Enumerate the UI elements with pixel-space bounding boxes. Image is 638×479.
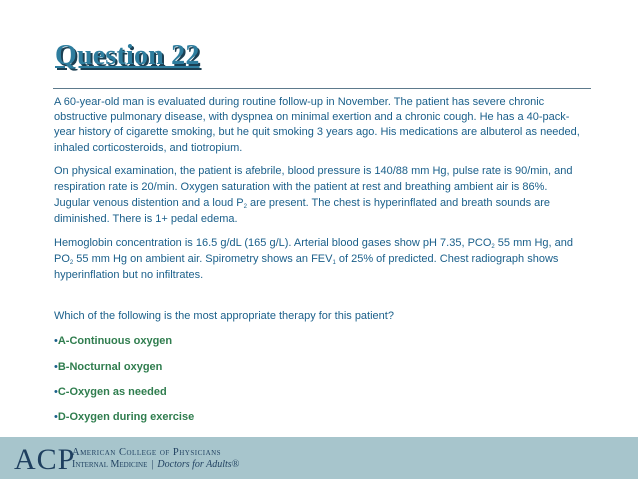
text-run: On physical examination, the patient is afebrile, blood pressure is 140/88 mm Hg, pulse rate is 90/min, and respiration rate is 20/min. Oxygen saturation with the patient at rest and breathing ambient air is 86%. Jugular venous distention and a loud P [54, 164, 573, 210]
subscript: 2 [243, 204, 247, 211]
bullet: • [54, 411, 58, 424]
text-run: Hemoglobin concentration is 16.5 g/dL (165 g/L). Arterial blood gases show pH 7.35, PCO [54, 236, 492, 249]
slide-title: Question 22 [55, 40, 200, 71]
question-prompt: Which of the following is the most appropriate therapy for this patient? [54, 310, 394, 323]
text-run: of 25% of predicted. Chest radiograph shows hyperinflation but no infiltrates. [54, 252, 559, 282]
answer-option-d[interactable] [54, 410, 584, 425]
answer-option-b[interactable] [54, 360, 584, 375]
lab-results-paragraph [54, 235, 584, 284]
title-divider [53, 88, 591, 89]
bullet: • [54, 335, 58, 348]
answer-option-a[interactable] [54, 334, 584, 349]
answer-label: D-Oxygen during exercise [57, 411, 195, 424]
tagline-doctors-for-adults: Doctors for Adults [157, 459, 232, 470]
slide-content [54, 95, 584, 435]
bullet: • [54, 360, 58, 373]
subscript: 1 [332, 259, 336, 266]
answer-label: B-Nocturnal oxygen [57, 360, 163, 373]
answer-label: A-Continuous oxygen [57, 335, 173, 348]
answer-option-c[interactable] [54, 385, 584, 400]
text-run: 55 mm Hg, and PO [54, 236, 574, 265]
bullet: • [54, 385, 58, 398]
registered-mark: ® [231, 459, 240, 470]
text-run: 55 mm Hg on ambient air. Spirometry shows an FEV [73, 252, 333, 265]
case-history-paragraph: A 60-year-old man is evaluated during routine follow-up in November. The patient has severe chronic obstructive pulmonary disease, with dyspnea on minimal exertion and a chronic cough. He has a 40-pack-year history of cigarette smoking, but he quit smoking 3 years ago. His medications are albuterol as needed, inhaled corticosteroids, and tiotropium. [54, 96, 580, 154]
physical-exam-paragraph [54, 163, 584, 228]
subscript: 2 [69, 259, 74, 266]
subscript: 2 [491, 243, 495, 250]
tagline-separator: | [151, 459, 154, 470]
acp-logo-mark: ACP [14, 443, 76, 476]
organization-name: American College of Physicians [72, 447, 222, 458]
tagline-internal-medicine: Internal Medicine [72, 459, 148, 470]
answer-label: C-Oxygen as needed [57, 385, 167, 398]
organization-tagline [72, 459, 239, 470]
footer-bar [0, 437, 638, 479]
text-run: are present. The chest is hyperinflated and breath sounds are diminished. There is 1+ pedal edema. [54, 197, 551, 226]
